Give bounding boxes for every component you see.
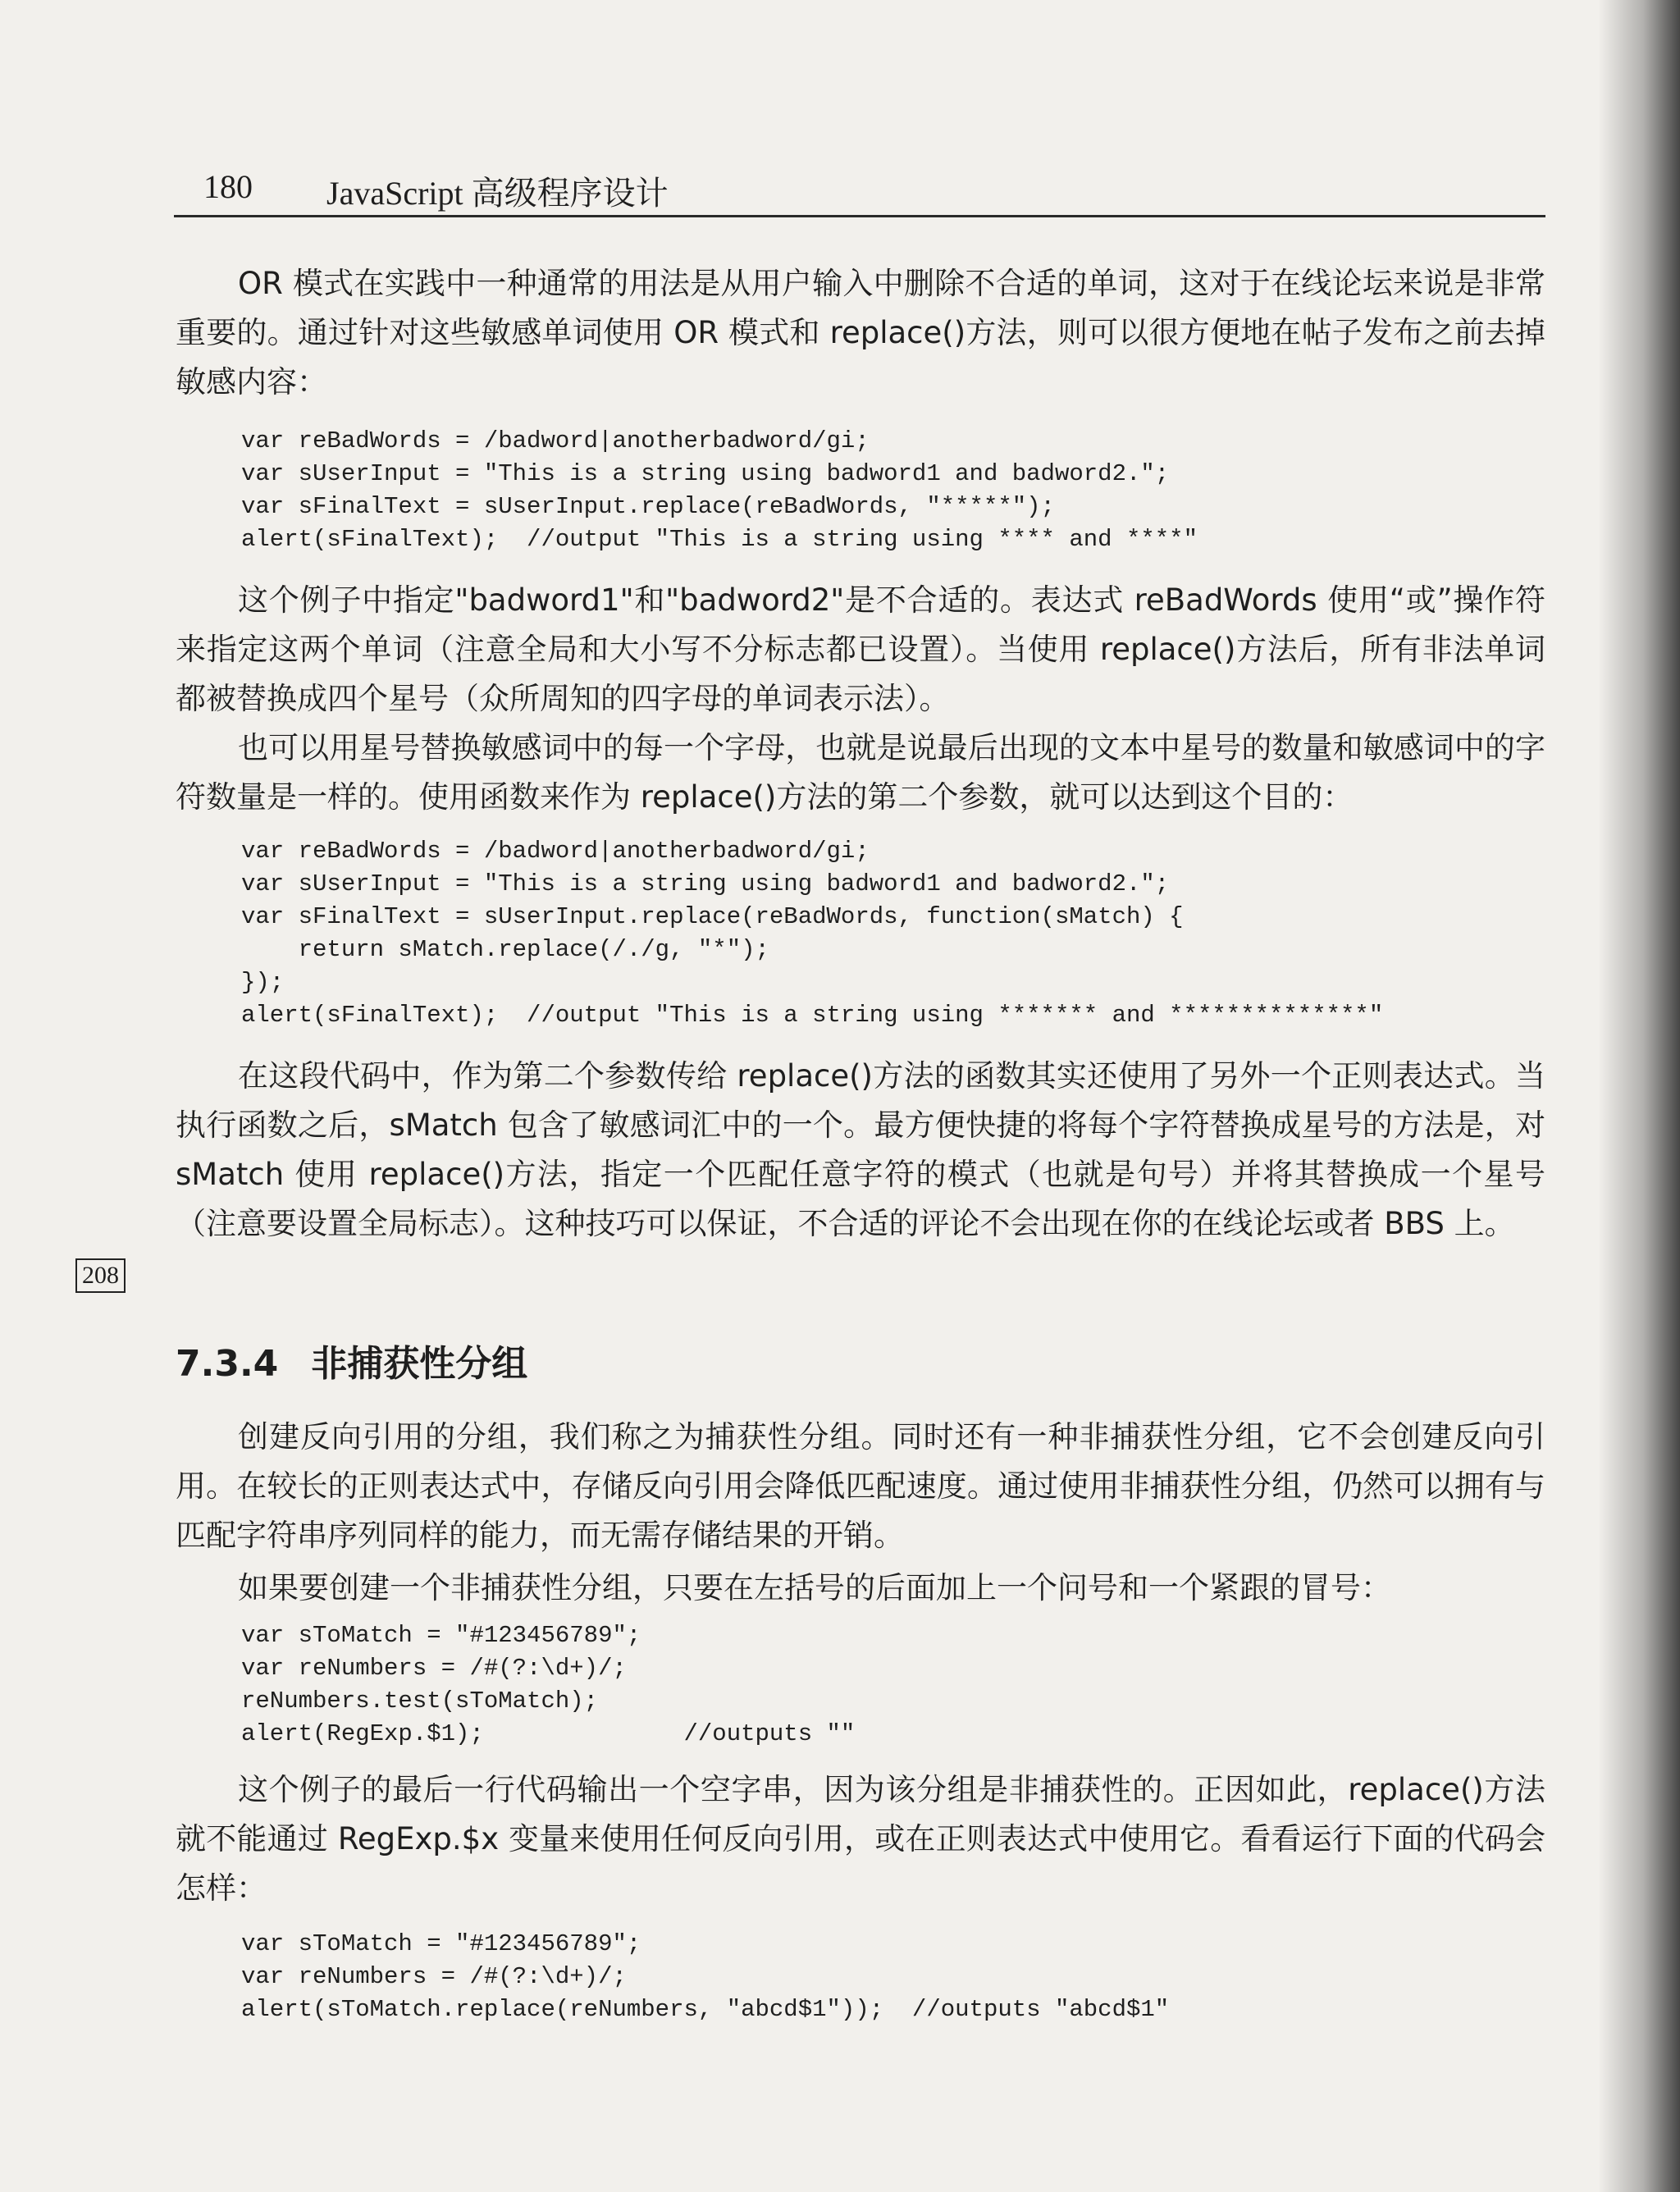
paragraph-4: 在这段代码中，作为第二个参数传给 replace()方法的函数其实还使用了另外一个正则表达式。当执行函数之后，sMatch 包含了敏感词汇中的一个。最方便快捷的将每个字符替换成星号的方法是，对 sMatch 使用 replace()方法，指定一个匹配任意字符的模式（也就是句号）并将其替换成一个星号（注意要设置全局标志）。这种技巧可以保证，不合适的评论不会出现在你的在线论坛或者 BBS 上。 [176,1058,1545,1241]
paragraph-6: 如果要创建一个非捕获性分组，只要在左括号的后面加上一个问号和一个紧跟的冒号： [238,1570,1391,1605]
section-number: 7.3.4 [176,1343,279,1385]
code-block-4: var sToMatch = "#123456789"; var reNumbers = /#(?:\d+)/; alert(sToMatch.replace(reNumbers, "abcd$1")); //outputs "abcd$1" [241,1930,1170,2023]
paragraph-3: 也可以用星号替换敏感词中的每一个字母，也就是说最后出现的文本中星号的数量和敏感词中的字符数量是一样的。使用函数来作为 replace()方法的第二个参数，就可以达到这个目的： [176,730,1545,815]
section-heading [176,1334,527,1386]
page-edge-shadow [1598,0,1680,2192]
code-block-1: var reBadWords = /badword|anotherbadword/gi; var sUserInput = "This is a string using badword1 and badword2."; var sFinalText = sUserInput.replace(reBadWords, "*****"); alert(sFinalText); //output "This is a string using **** and ****" [241,427,1198,553]
code-block-2: var reBadWords = /badword|anotherbadword/gi; var sUserInput = "This is a string using badword1 and badword2."; var sFinalText = sUserInput.replace(reBadWords, function(sMatch) { return sMatch.replace(/./g, "*"); }); alert(sFinalText); //output "This is a string using ******* and **************" [241,838,1384,1029]
paragraph-2: 这个例子中指定"badword1"和"badword2"是不合适的。表达式 reBadWords 使用“或”操作符来指定这两个单词（注意全局和大小写不分标志都已设置）。当使用 replace()方法后，所有非法单词都被替换成四个星号（众所周知的四字母的单词表示法）。 [176,582,1545,716]
page-header [174,164,1545,217]
paragraph-5: 创建反向引用的分组，我们称之为捕获性分组。同时还有一种非捕获性分组，它不会创建反向引用。在较长的正则表达式中，存储反向引用会降低匹配速度。通过使用非捕获性分组，仍然可以拥有与匹配字符串序列同样的能力，而无需存储结果的开销。 [176,1419,1545,1553]
book-title: JavaScript 高级程序设计 [326,175,669,212]
page-number: 180 [203,168,253,205]
code-block-3: var sToMatch = "#123456789"; var reNumbers = /#(?:\d+)/; reNumbers.test(sToMatch); alert(RegExp.$1); //outputs "" [241,1622,856,1747]
section-title: 非捕获性分组 [311,1343,528,1385]
paragraph-7: 这个例子的最后一行代码输出一个空字串，因为该分组是非捕获性的。正因如此，replace()方法就不能通过 RegExp.$x 变量来使用任何反向引用，或在正则表达式中使用它。看看运行下面的代码会怎样： [176,1772,1545,1906]
margin-page-reference: 208 [75,1258,126,1293]
paragraph-1: OR 模式在实践中一种通常的用法是从用户输入中删除不合适的单词，这对于在线论坛来说是非常重要的。通过针对这些敏感单词使用 OR 模式和 replace()方法，则可以很方便地在帖子发布之前去掉敏感内容： [176,266,1545,400]
